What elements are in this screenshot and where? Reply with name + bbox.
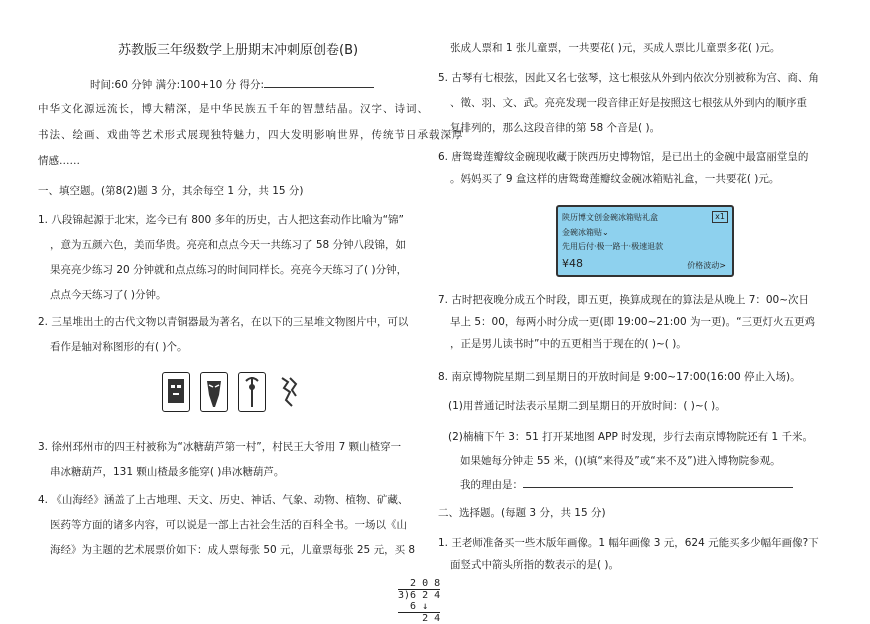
- product-services: 先用后付·极一路十·极速退款: [562, 242, 664, 251]
- exam-meta: [90, 76, 374, 92]
- q7-line-1: 7. 古时把夜晚分成五个时段，即五更，换算成现在的算法是从晚上 7：00~次日: [438, 294, 810, 306]
- product-price: ¥48: [562, 257, 583, 270]
- exam-title: 苏教版三年级数学上册期末冲刺原创卷(B): [118, 43, 359, 58]
- q8-part-2-line-3: [460, 476, 793, 492]
- q1-line-4: 点点今天练习了( )分钟。: [50, 289, 167, 301]
- q2-line-1: 2. 三星堆出土的古代文物以青铜器最为著名，在以下的三星堆文物图片中，可以: [38, 316, 409, 328]
- relic-mask-image: [162, 372, 190, 412]
- relic-staff-image: [238, 372, 266, 412]
- section-2-heading: 二、选择题。(每题 3 分，共 15 分): [438, 507, 606, 519]
- exam-meta-text: 时间:60 分钟 满分:100+10 分 得分:: [90, 79, 265, 91]
- score-blank: [264, 76, 374, 88]
- q3-line-1: 3. 徐州邳州市的四王村被称为“冰糖葫芦第一村”，村民王大爷用 7 颗山楂穿一: [38, 441, 402, 453]
- q8-part-2-line-1: (2)楠楠下午 3：51 打开某地图 APP 时发现，步行去南京博物院还有 1 千米。: [448, 431, 813, 443]
- q4-line-2: 医药等方面的诸多内容，可以说是一部上古社会生活的百科全书。一场以《山: [50, 519, 407, 531]
- q1-line-2: ，意为五颜六色，美而华贵。亮亮和点点今天一共练习了 58 分钟八段锦，如: [50, 239, 407, 251]
- q3-line-2: 串冰糖葫芦，131 颗山楂最多能穿( )串冰糖葫芦。: [50, 466, 285, 478]
- product-card: [556, 205, 734, 277]
- q5-line-3: 复排列的，那么这段音律的第 58 个音是( )。: [450, 122, 661, 134]
- price-note: 价格波动>: [687, 261, 726, 270]
- long-division: [398, 578, 440, 624]
- q5-line-1: 5. 古琴有七根弦，因此又名七弦琴，这七根弦从外到内依次分别被称为宫、商、角: [438, 72, 819, 84]
- q4-line-1: 4. 《山海经》涵盖了上古地理、天文、历史、神话、气象、动物、植物、矿藏、: [38, 494, 409, 506]
- c1-line-1: 1. 王老师准备买一些木版年画像。1 幅年画像 3 元，624 元能买多少幅年画像?下: [438, 537, 819, 549]
- q7-line-3: ，正是男儿读书时”中的五更相当于现在的( )~( )。: [450, 338, 687, 350]
- reason-blank: [523, 476, 793, 488]
- q8-part-1: (1)用普通记时法表示星期二到星期日的开放时间：( )~( )。: [448, 400, 726, 412]
- reason-label: 我的理由是：: [460, 479, 523, 491]
- q8-part-2-line-2: 如果她每分钟走 55 米，()(填“来得及”或“来不及”)进入博物院参观。: [460, 455, 781, 467]
- section-1-heading: 一、填空题。(第8(2)题 3 分，其余每空 1 分，共 15 分): [38, 185, 304, 197]
- division-step: 6 ↓: [398, 601, 440, 613]
- q5-line-2: 、徵、羽、文、武。亮亮发现一段音律正好是按照这七根弦从外到内的顺序重: [450, 97, 807, 109]
- product-title: 陕历博文创金碗冰箱贴礼盒: [562, 213, 658, 222]
- product-variant: 金碗冰箱贴⌄: [562, 228, 609, 237]
- q1-line-1: 1. 八段锦起源于北宋，迄今已有 800 多年的历史，古人把这套动作比喻为“锦”: [38, 214, 404, 226]
- division-dividend: 3)6 2 4: [398, 590, 441, 601]
- division-remainder: 2 4: [398, 613, 441, 624]
- intro-line-1: 中华文化源远流长，博大精深，是中华民族五千年的智慧结晶。汉字、诗词、: [38, 103, 429, 115]
- q4-continuation: 张成人票和 1 张儿童票，一共要花( )元，买成人票比儿童票多花( )元。: [450, 42, 781, 54]
- q7-line-2: 早上 5：00，每两小时分成一更(即 19:00~21:00 为一更)。“三更灯火五更鸡: [450, 316, 816, 328]
- q6-line-2: 。妈妈买了 9 盒这样的唐鸳鸯莲瓣纹金碗冰箱贴礼盒，一共要花( )元。: [450, 173, 780, 185]
- intro-line-3: 情感……: [38, 155, 80, 167]
- c1-line-2: 面竖式中箭头所指的数表示的是( )。: [450, 559, 620, 571]
- q2-line-2: 看作是轴对称图形的有( )个。: [50, 341, 188, 353]
- q8-heading: 8. 南京博物院星期二到星期日的开放时间是 9:00~17:00(16:00 停止入场)。: [438, 371, 801, 383]
- right-column: [438, 0, 838, 615]
- q1-line-3: 果亮亮少练习 20 分钟就和点点练习的时间同样长。亮亮今天练习了( )分钟，: [50, 264, 408, 276]
- relic-head-image: [200, 372, 228, 412]
- division-quotient: 2 0 8: [398, 578, 441, 589]
- relic-inscription-image: [276, 372, 302, 410]
- q6-line-1: 6. 唐鸳鸯莲瓣纹金碗现收藏于陕西历史博物馆，是已出土的金碗中最富丽堂皇的: [438, 151, 809, 163]
- intro-line-2: 书法、绘画、戏曲等艺术形式展现独特魅力，四大发明影响世界，传统节日承载深厚: [38, 129, 464, 141]
- q4-line-3: 海经》为主题的艺术展票价如下：成人票每张 50 元，儿童票每张 25 元，买 8: [50, 544, 416, 556]
- product-quantity: x1: [712, 211, 728, 223]
